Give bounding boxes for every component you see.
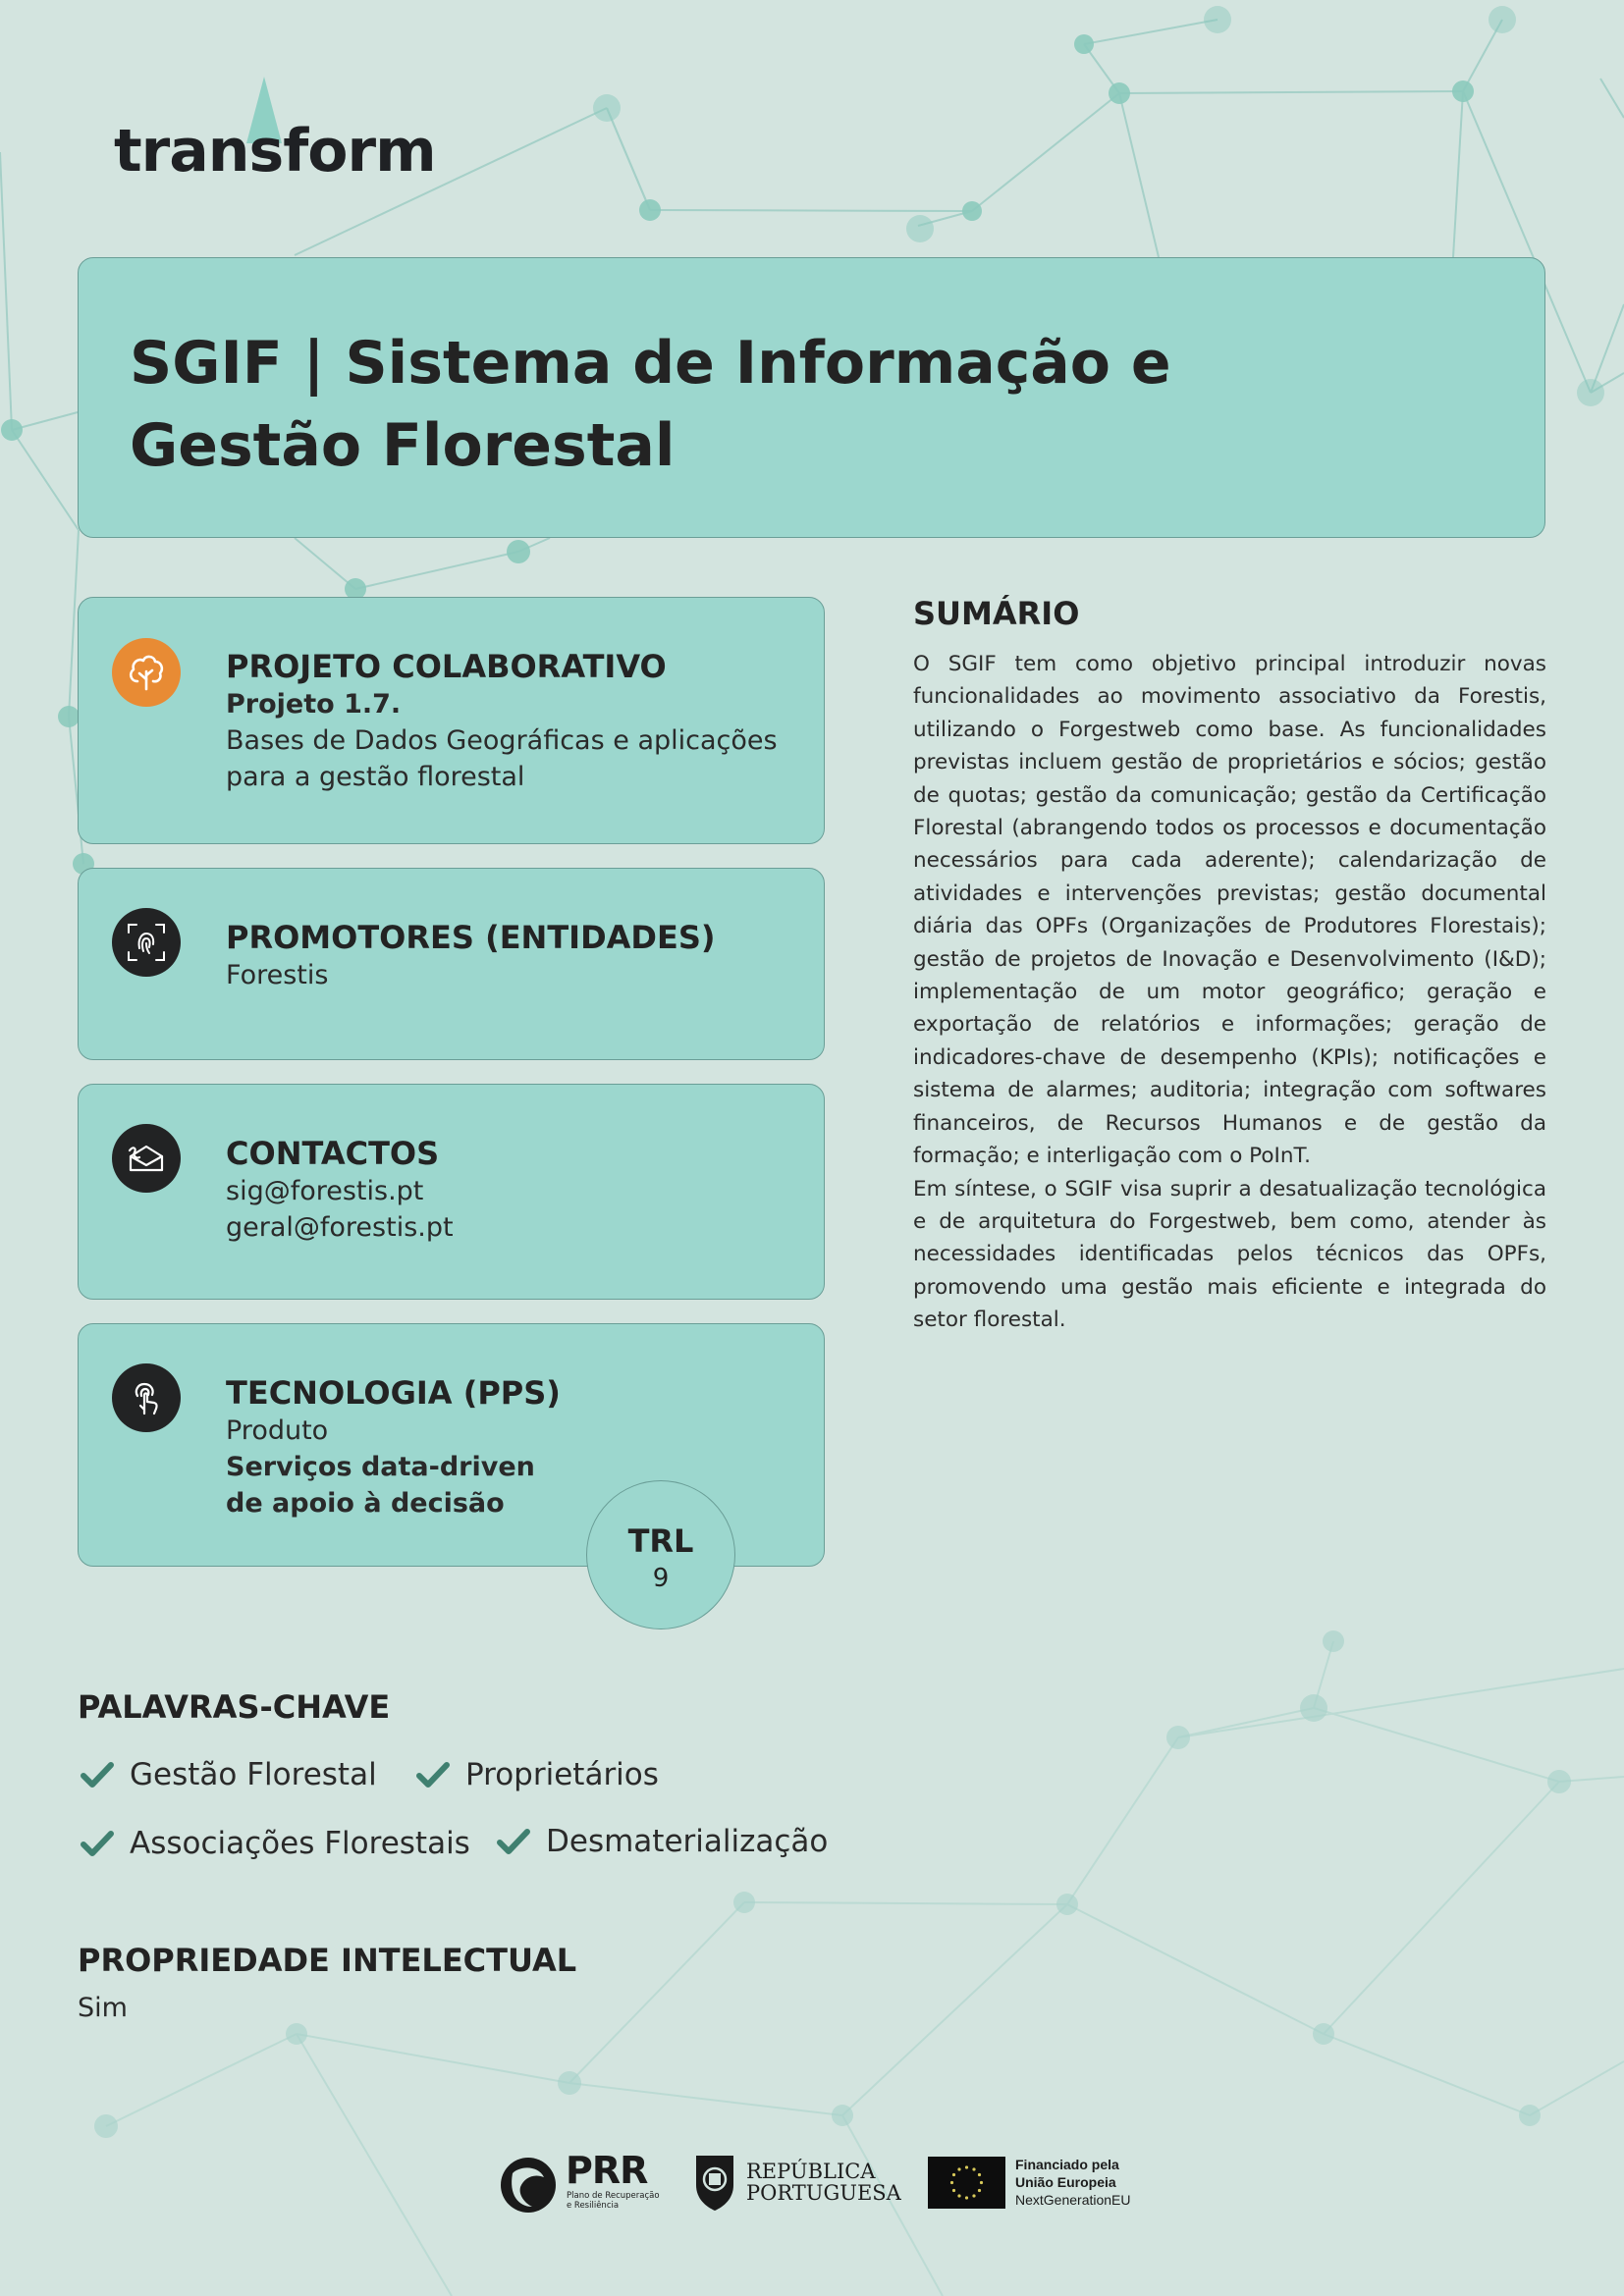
eu-flag-icon xyxy=(928,2157,1005,2209)
contactos-heading: CONTACTOS xyxy=(226,1135,440,1172)
keyword-label: Desmaterialização xyxy=(546,1824,829,1859)
contact-email-2[interactable]: geral@forestis.pt xyxy=(226,1212,454,1243)
tree-icon xyxy=(112,638,181,707)
trl-badge xyxy=(586,1480,735,1629)
trl-value: 9 xyxy=(652,1564,670,1593)
keyword-item xyxy=(416,1757,659,1792)
title-card xyxy=(78,257,1545,538)
rp-line1: REPÚBLICA xyxy=(746,2160,876,2183)
touch-icon xyxy=(112,1363,181,1432)
summary-text xyxy=(913,648,1546,1337)
prr-subtitle xyxy=(567,2191,684,2211)
contact-email-1[interactable]: sig@forestis.pt xyxy=(226,1176,424,1206)
project-description-line2: para a gestão florestal xyxy=(226,762,525,792)
project-number: Projeto 1.7. xyxy=(226,689,402,720)
keyword-label: Associações Florestais xyxy=(130,1826,470,1861)
ip-value: Sim xyxy=(78,1993,128,2023)
page-title: SGIF | Sistema de Informação e Gestão Florestal xyxy=(130,329,1171,480)
prr-subtitle-line2: e Resiliência xyxy=(567,2201,620,2211)
funding-logos xyxy=(499,2150,1147,2218)
ip-heading: PROPRIEDADE INTELECTUAL xyxy=(78,1942,577,1979)
check-icon xyxy=(497,1828,530,1855)
promotor-entity: Forestis xyxy=(226,960,329,990)
check-icon xyxy=(416,1761,450,1789)
keyword-label: Proprietários xyxy=(465,1757,659,1792)
keyword-item xyxy=(81,1757,377,1792)
envelope-icon xyxy=(112,1124,181,1193)
eu-line2: União Europeia xyxy=(1015,2174,1116,2190)
trl-label: TRL xyxy=(627,1522,694,1560)
prr-subtitle-line1: Plano de Recuperação xyxy=(567,2191,660,2201)
tecnologia-service-line1: Serviços data-driven xyxy=(226,1452,535,1482)
transform-logo xyxy=(114,75,436,192)
keyword-item xyxy=(497,1824,828,1859)
keywords-heading: PALAVRAS-CHAVE xyxy=(78,1688,391,1726)
projeto-heading: PROJETO COLABORATIVO xyxy=(226,648,667,685)
eu-funding-text xyxy=(1007,2156,1131,2209)
rp-line2: PORTUGUESA xyxy=(746,2181,901,2205)
summary-heading: SUMÁRIO xyxy=(913,595,1080,632)
tecnologia-service-line2: de apoio à decisão xyxy=(226,1488,505,1519)
keyword-label: Gestão Florestal xyxy=(130,1757,377,1792)
projeto-card xyxy=(78,597,825,844)
tecnologia-heading: TECNOLOGIA (PPS) xyxy=(226,1374,561,1412)
republica-emblem-icon xyxy=(690,2152,739,2213)
fingerprint-icon xyxy=(112,908,181,977)
republica-portuguesa xyxy=(746,2161,901,2204)
eu-line1: Financiado pela xyxy=(1015,2157,1119,2172)
promotores-card xyxy=(78,868,825,1060)
logo-text: transform xyxy=(114,117,436,186)
prr-name: PRR xyxy=(566,2149,648,2192)
contactos-card xyxy=(78,1084,825,1300)
keyword-item xyxy=(81,1826,470,1861)
promotores-heading: PROMOTORES (ENTIDADES) xyxy=(226,919,716,956)
tecnologia-type: Produto xyxy=(226,1415,329,1446)
summary-paragraph-2: Em síntese, o SGIF visa suprir a desatualização tecnológica e de arquitetura do Forgestweb, bem como, atender às necessidades identificadas pelos técnicos das OPFs, promovendo uma gestão mais eficiente e integrada do setor florestal. xyxy=(913,1176,1546,1333)
project-description-line1: Bases de Dados Geográficas e aplicações xyxy=(226,725,778,756)
summary-paragraph-1: O SGIF tem como objetivo principal introduzir novas funcionalidades ao movimento associativo da Forestis, utilizando o Forgestweb como base. As funcionalidades previstas incluem gestão de proprietários e sócios; gestão de quotas; gestão da comunicação; gestão da Certificação Florestal (abrangendo todos os processos e documentação necessários para cada aderente); calendarização de atividades e intervenções previstas; gestão documental diária das OPFs (Organizações de Produtores Florestais); gestão de projetos de Inovação e Desenvolvimento (I&D); implementação de um motor geográfico; geração e exportação de relatórios e informações; geração de indicadores-chave de desempenho (KPIs); notificações e sistema de alarmes; auditoria; integração com softwares financeiros, de Recursos Humanos e de gestão da formação; e interligação com o PoInT. xyxy=(913,652,1546,1169)
check-icon xyxy=(81,1761,114,1789)
prr-logo-icon xyxy=(499,2156,558,2215)
eu-line3: NextGenerationEU xyxy=(1015,2192,1131,2208)
check-icon xyxy=(81,1830,114,1857)
